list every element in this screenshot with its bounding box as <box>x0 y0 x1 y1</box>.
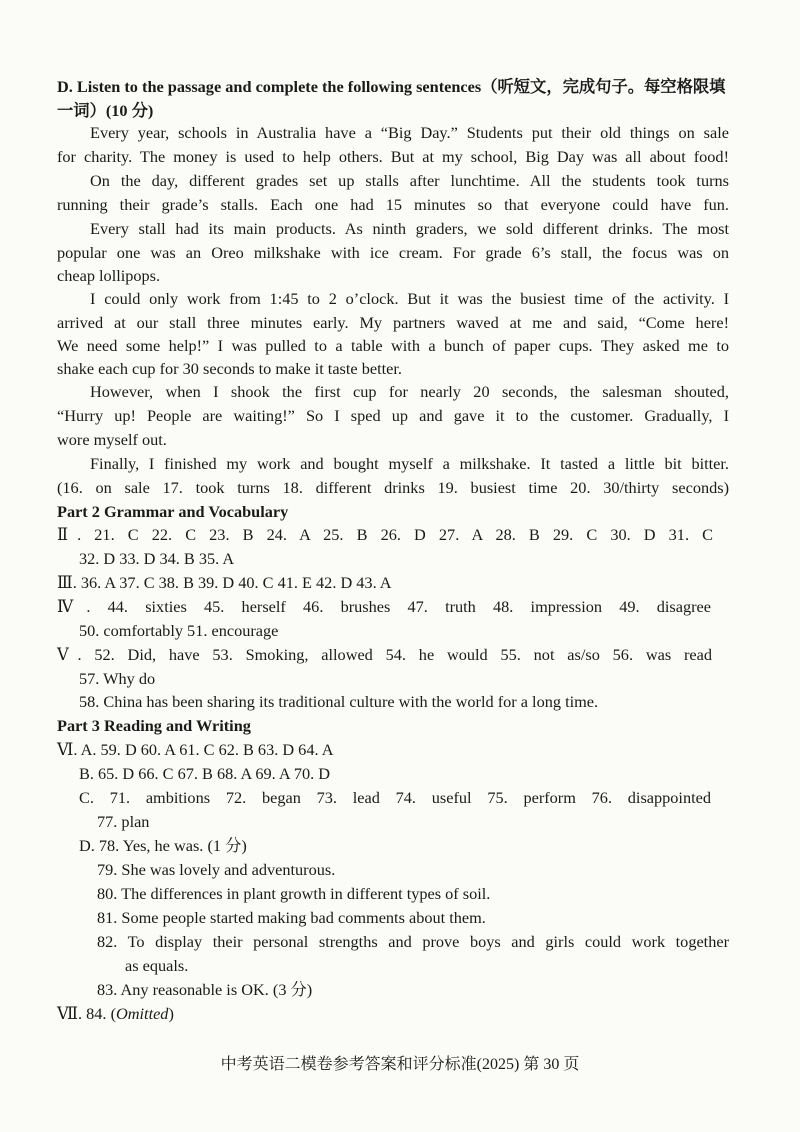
section-d-heading-cont: 一词）(10 分) <box>57 101 154 120</box>
section-vi-d-item: 83. Any reasonable is OK. (3 分) <box>97 980 313 999</box>
section-iv-answers: Ⅳ. 44. sixties 45. herself 46. brushes 47. truth 48. impression 49. disagree <box>57 597 711 616</box>
part3-heading: Part 3 Reading and Writing <box>57 716 251 735</box>
page-footer: 中考英语二模卷参考答案和评分标准(2025) 第 30 页 <box>220 1056 580 1073</box>
passage-line: “Hurry up! People are waiting!” So I sped up and gave it to the customer. Gradually, I <box>57 406 729 425</box>
section-iii-answers: Ⅲ. 36. A 37. C 38. B 39. D 40. C 41. E 42. D 43. A <box>57 573 392 592</box>
passage-line: cheap lollipops. <box>57 266 161 285</box>
section-vi-d-item-cont: as equals. <box>125 956 189 975</box>
section-vi-d-item: 81. Some people started making bad comments about them. <box>97 908 486 927</box>
passage-line: We need some help!” I was pulled to a table with a bunch of paper cups. They asked me to <box>57 336 729 355</box>
section-vi-d-answer: D. 78. Yes, he was. (1 分) <box>79 836 247 855</box>
section-vi-d-item: 80. The differences in plant growth in different types of soil. <box>97 884 491 903</box>
section-vi-b-answers: B. 65. D 66. C 67. B 68. A 69. A 70. D <box>79 764 331 783</box>
section-d-answers: (16. on sale 17. took turns 18. different drinks 19. busiest time 20. 30/thirty seconds) <box>57 478 729 497</box>
passage-line: However, when I shook the first cup for nearly 20 seconds, the salesman shouted, <box>90 382 729 401</box>
section-v-answers-cont: 57. Why do <box>79 669 156 688</box>
section-d-heading: D. Listen to the passage and complete the following sentences（听短文，完成句子。每空格限填 <box>57 77 726 96</box>
section-vi-c-answers: C. 71. ambitions 72. began 73. lead 74. useful 75. perform 76. disappointed <box>79 788 711 807</box>
section-vi-d-item: 82. To display their personal strengths and prove boys and girls could work together <box>97 932 729 951</box>
section-ii-answers: Ⅱ. 21. C 22. C 23. B 24. A 25. B 26. D 27. A 28. B 29. C 30. D 31. C <box>57 525 713 544</box>
passage-line: arrived at our stall three minutes early. My partners waved at me and said, “Come here! <box>57 313 729 332</box>
part2-heading: Part 2 Grammar and Vocabulary <box>57 502 289 521</box>
section-v-sentence-answer: 58. China has been sharing its traditional culture with the world for a long time. <box>79 692 599 711</box>
section-ii-answers-cont: 32. D 33. D 34. B 35. A <box>79 549 235 568</box>
passage-line: Every year, schools in Australia have a “Big Day.” Students put their old things on sale <box>90 123 729 142</box>
passage-line: I could only work from 1:45 to 2 o’clock. But it was the busiest time of the activity. I <box>90 289 729 308</box>
section-iv-answers-cont: 50. comfortably 51. encourage <box>79 621 279 640</box>
passage-line: Finally, I finished my work and bought myself a milkshake. It tasted a little bit bitter. <box>90 454 729 473</box>
section-vii-answer: Ⅶ. 84. (Omitted) <box>57 1004 174 1023</box>
passage-line: for charity. The money is used to help others. But at my school, Big Day was all about food! <box>57 147 729 166</box>
passage-line: popular one was an Oreo milkshake with ice cream. For grade 6’s stall, the focus was on <box>57 243 729 262</box>
section-vi-c-answers-cont: 77. plan <box>97 812 150 831</box>
passage-line: running their grade’s stalls. Each one had 15 minutes so that everyone could have fun. <box>57 195 729 214</box>
passage-line: wore myself out. <box>57 430 167 449</box>
passage-line: On the day, different grades set up stalls after lunchtime. All the students took turns <box>90 171 729 190</box>
passage-line: shake each cup for 30 seconds to make it taste better. <box>57 359 402 378</box>
section-v-answers: Ⅴ. 52. Did, have 53. Smoking, allowed 54. he would 55. not as/so 56. was read <box>57 645 712 664</box>
section-vi-a-answers: Ⅵ. A. 59. D 60. A 61. C 62. B 63. D 64. A <box>57 740 334 759</box>
passage-line: Every stall had its main products. As ninth graders, we sold different drinks. The most <box>90 219 729 238</box>
section-vi-d-item: 79. She was lovely and adventurous. <box>97 860 336 879</box>
